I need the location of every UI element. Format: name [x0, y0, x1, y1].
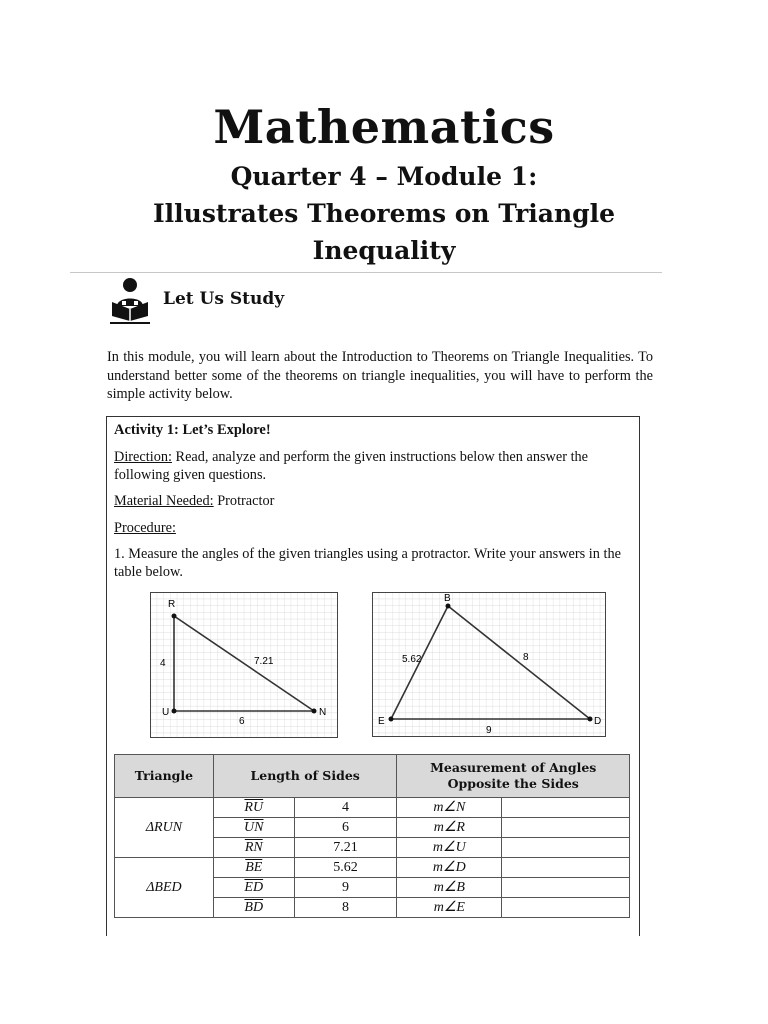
- table-header-row: [115, 755, 630, 798]
- material-line: [114, 492, 634, 510]
- table-row: [115, 858, 630, 878]
- table-row: [115, 798, 630, 818]
- subtitle-line-2: Illustrates Theorems on Triangle: [152, 199, 616, 228]
- side-cell: $\overline{BE}$: [213, 858, 294, 878]
- header-measurement: [397, 755, 630, 798]
- angle-cell: m∠N: [397, 798, 502, 818]
- side-cell: $\overline{UN}$: [213, 818, 294, 838]
- angle-cell: m∠U: [397, 838, 502, 858]
- measurement-table: [114, 754, 630, 918]
- triangle-run-figure: [150, 592, 338, 738]
- header-triangle: Triangle: [115, 755, 214, 798]
- module-title: Mathematics: [213, 100, 555, 154]
- length-cell: 7.21: [294, 838, 397, 858]
- length-cell: 8: [294, 898, 397, 918]
- angle-cell: m∠D: [397, 858, 502, 878]
- procedure-line: [114, 519, 634, 537]
- angle-measure-input-cell[interactable]: [502, 858, 630, 878]
- title-divider: [70, 272, 662, 273]
- direction-paragraph: [114, 448, 634, 484]
- side-cell: $\overline{ED}$: [213, 878, 294, 898]
- length-cell: 4: [294, 798, 397, 818]
- vertex-r-label: R: [168, 599, 176, 610]
- angle-cell: m∠E: [397, 898, 502, 918]
- side-cell: $\overline{RN}$: [213, 838, 294, 858]
- side-cell: $\overline{RU}$: [213, 798, 294, 818]
- vertex-n-label: N: [319, 707, 327, 718]
- activity-title: Activity 1: Let’s Explore!: [114, 422, 271, 438]
- vertex-u-label: U: [162, 707, 170, 718]
- direction-text: Read, analyze and perform the given instructions below then answer the following given questions.: [114, 449, 589, 483]
- angle-measure-input-cell[interactable]: [502, 818, 630, 838]
- angle-cell: m∠B: [397, 878, 502, 898]
- angle-cell: m∠R: [397, 818, 502, 838]
- procedure-label: Procedure:: [114, 520, 176, 536]
- side-un-label: 6: [239, 716, 245, 727]
- direction-label: Direction:: [114, 449, 172, 465]
- procedure-step-1: 1. Measure the angles of the given triangles using a protractor. Write your answers in the table below.: [114, 546, 621, 580]
- header-measurement-line-1: Measurement of Angles: [430, 760, 597, 775]
- vertex-e-label: E: [378, 716, 385, 727]
- reading-person-icon: [108, 276, 152, 324]
- side-bd-label: 8: [523, 652, 529, 663]
- material-label: Material Needed:: [114, 493, 214, 509]
- angle-measure-input-cell[interactable]: [502, 798, 630, 818]
- vertex-d-label: D: [594, 716, 602, 727]
- angle-measure-input-cell[interactable]: [502, 878, 630, 898]
- side-cell: $\overline{BD}$: [213, 898, 294, 918]
- triangle-bed-figure: [372, 592, 606, 737]
- module-subtitle: [80, 158, 688, 269]
- length-cell: 6: [294, 818, 397, 838]
- side-ed-label: 9: [486, 725, 492, 736]
- subtitle-line-1: Quarter 4 – Module 1:: [230, 162, 538, 191]
- side-ru-label: 4: [160, 658, 166, 669]
- triangle-run-cell: ΔRUN: [115, 798, 214, 858]
- length-cell: 5.62: [294, 858, 397, 878]
- angle-measure-input-cell[interactable]: [502, 838, 630, 858]
- vertex-b-label: B: [444, 593, 451, 604]
- header-length-of-sides: Length of Sides: [213, 755, 397, 798]
- intro-paragraph: In this module, you will learn about the Introduction to Theorems on Triangle Inequalities. To understand better some of the theorems on triangle inequalities, you will have to perform the simple activity below.: [107, 349, 653, 402]
- angle-measure-input-cell[interactable]: [502, 898, 630, 918]
- side-be-label: 5.62: [402, 654, 422, 665]
- section-title: Let Us Study: [163, 289, 285, 309]
- side-rn-label: 7.21: [254, 656, 274, 667]
- material-text: Protractor: [213, 493, 275, 509]
- header-measurement-line-2: Opposite the Sides: [447, 776, 579, 791]
- subtitle-line-3: Inequality: [312, 236, 456, 265]
- length-cell: 9: [294, 878, 397, 898]
- triangle-bed-cell: ΔBED: [115, 858, 214, 918]
